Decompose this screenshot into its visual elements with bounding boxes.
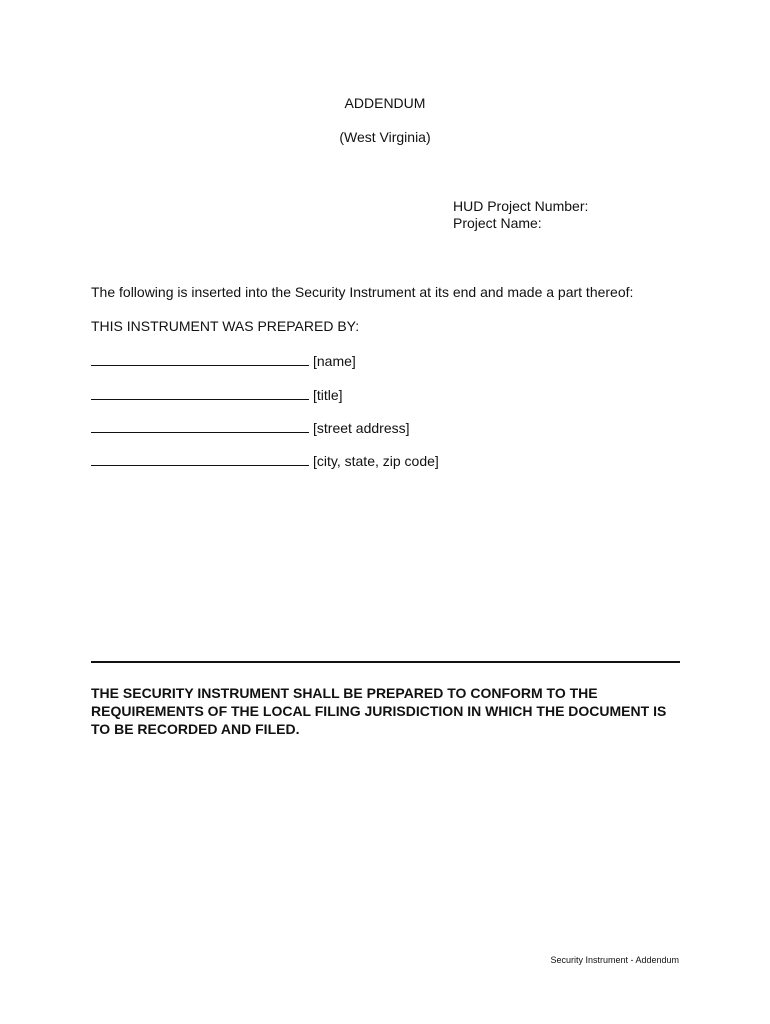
project-name-label: Project Name: bbox=[453, 215, 542, 231]
name-field bbox=[91, 351, 356, 369]
street-address-field bbox=[91, 418, 410, 436]
hud-project-block bbox=[453, 198, 588, 232]
title-field-label: [title] bbox=[313, 387, 343, 403]
divider-rule bbox=[91, 661, 680, 663]
name-field-label: [name] bbox=[313, 353, 356, 369]
title-blank-line[interactable] bbox=[91, 385, 309, 400]
intro-text: The following is inserted into the Security Instrument at its end and made a part thereof: bbox=[91, 284, 634, 300]
prepared-by-label: THIS INSTRUMENT WAS PREPARED BY: bbox=[91, 318, 360, 334]
hud-project-number-label: HUD Project Number: bbox=[453, 198, 589, 214]
name-blank-line[interactable] bbox=[91, 351, 309, 366]
city-state-zip-blank-line[interactable] bbox=[91, 451, 309, 466]
street-address-field-label: [street address] bbox=[313, 420, 410, 436]
page-footer: Security Instrument - Addendum bbox=[550, 955, 679, 965]
city-state-zip-field-label: [city, state, zip code] bbox=[313, 453, 439, 469]
city-state-zip-field bbox=[91, 451, 439, 469]
title-field bbox=[91, 385, 343, 403]
document-title: ADDENDUM bbox=[344, 95, 426, 111]
filing-notice: THE SECURITY INSTRUMENT SHALL BE PREPARED TO CONFORM TO THE REQUIREMENTS OF THE LOCAL FILING JURISDICTION IN WHICH THE DOCUMENT IS TO BE RECORDED AND FILED. bbox=[91, 685, 667, 737]
street-address-blank-line[interactable] bbox=[91, 418, 309, 433]
document-state: (West Virginia) bbox=[339, 129, 431, 145]
